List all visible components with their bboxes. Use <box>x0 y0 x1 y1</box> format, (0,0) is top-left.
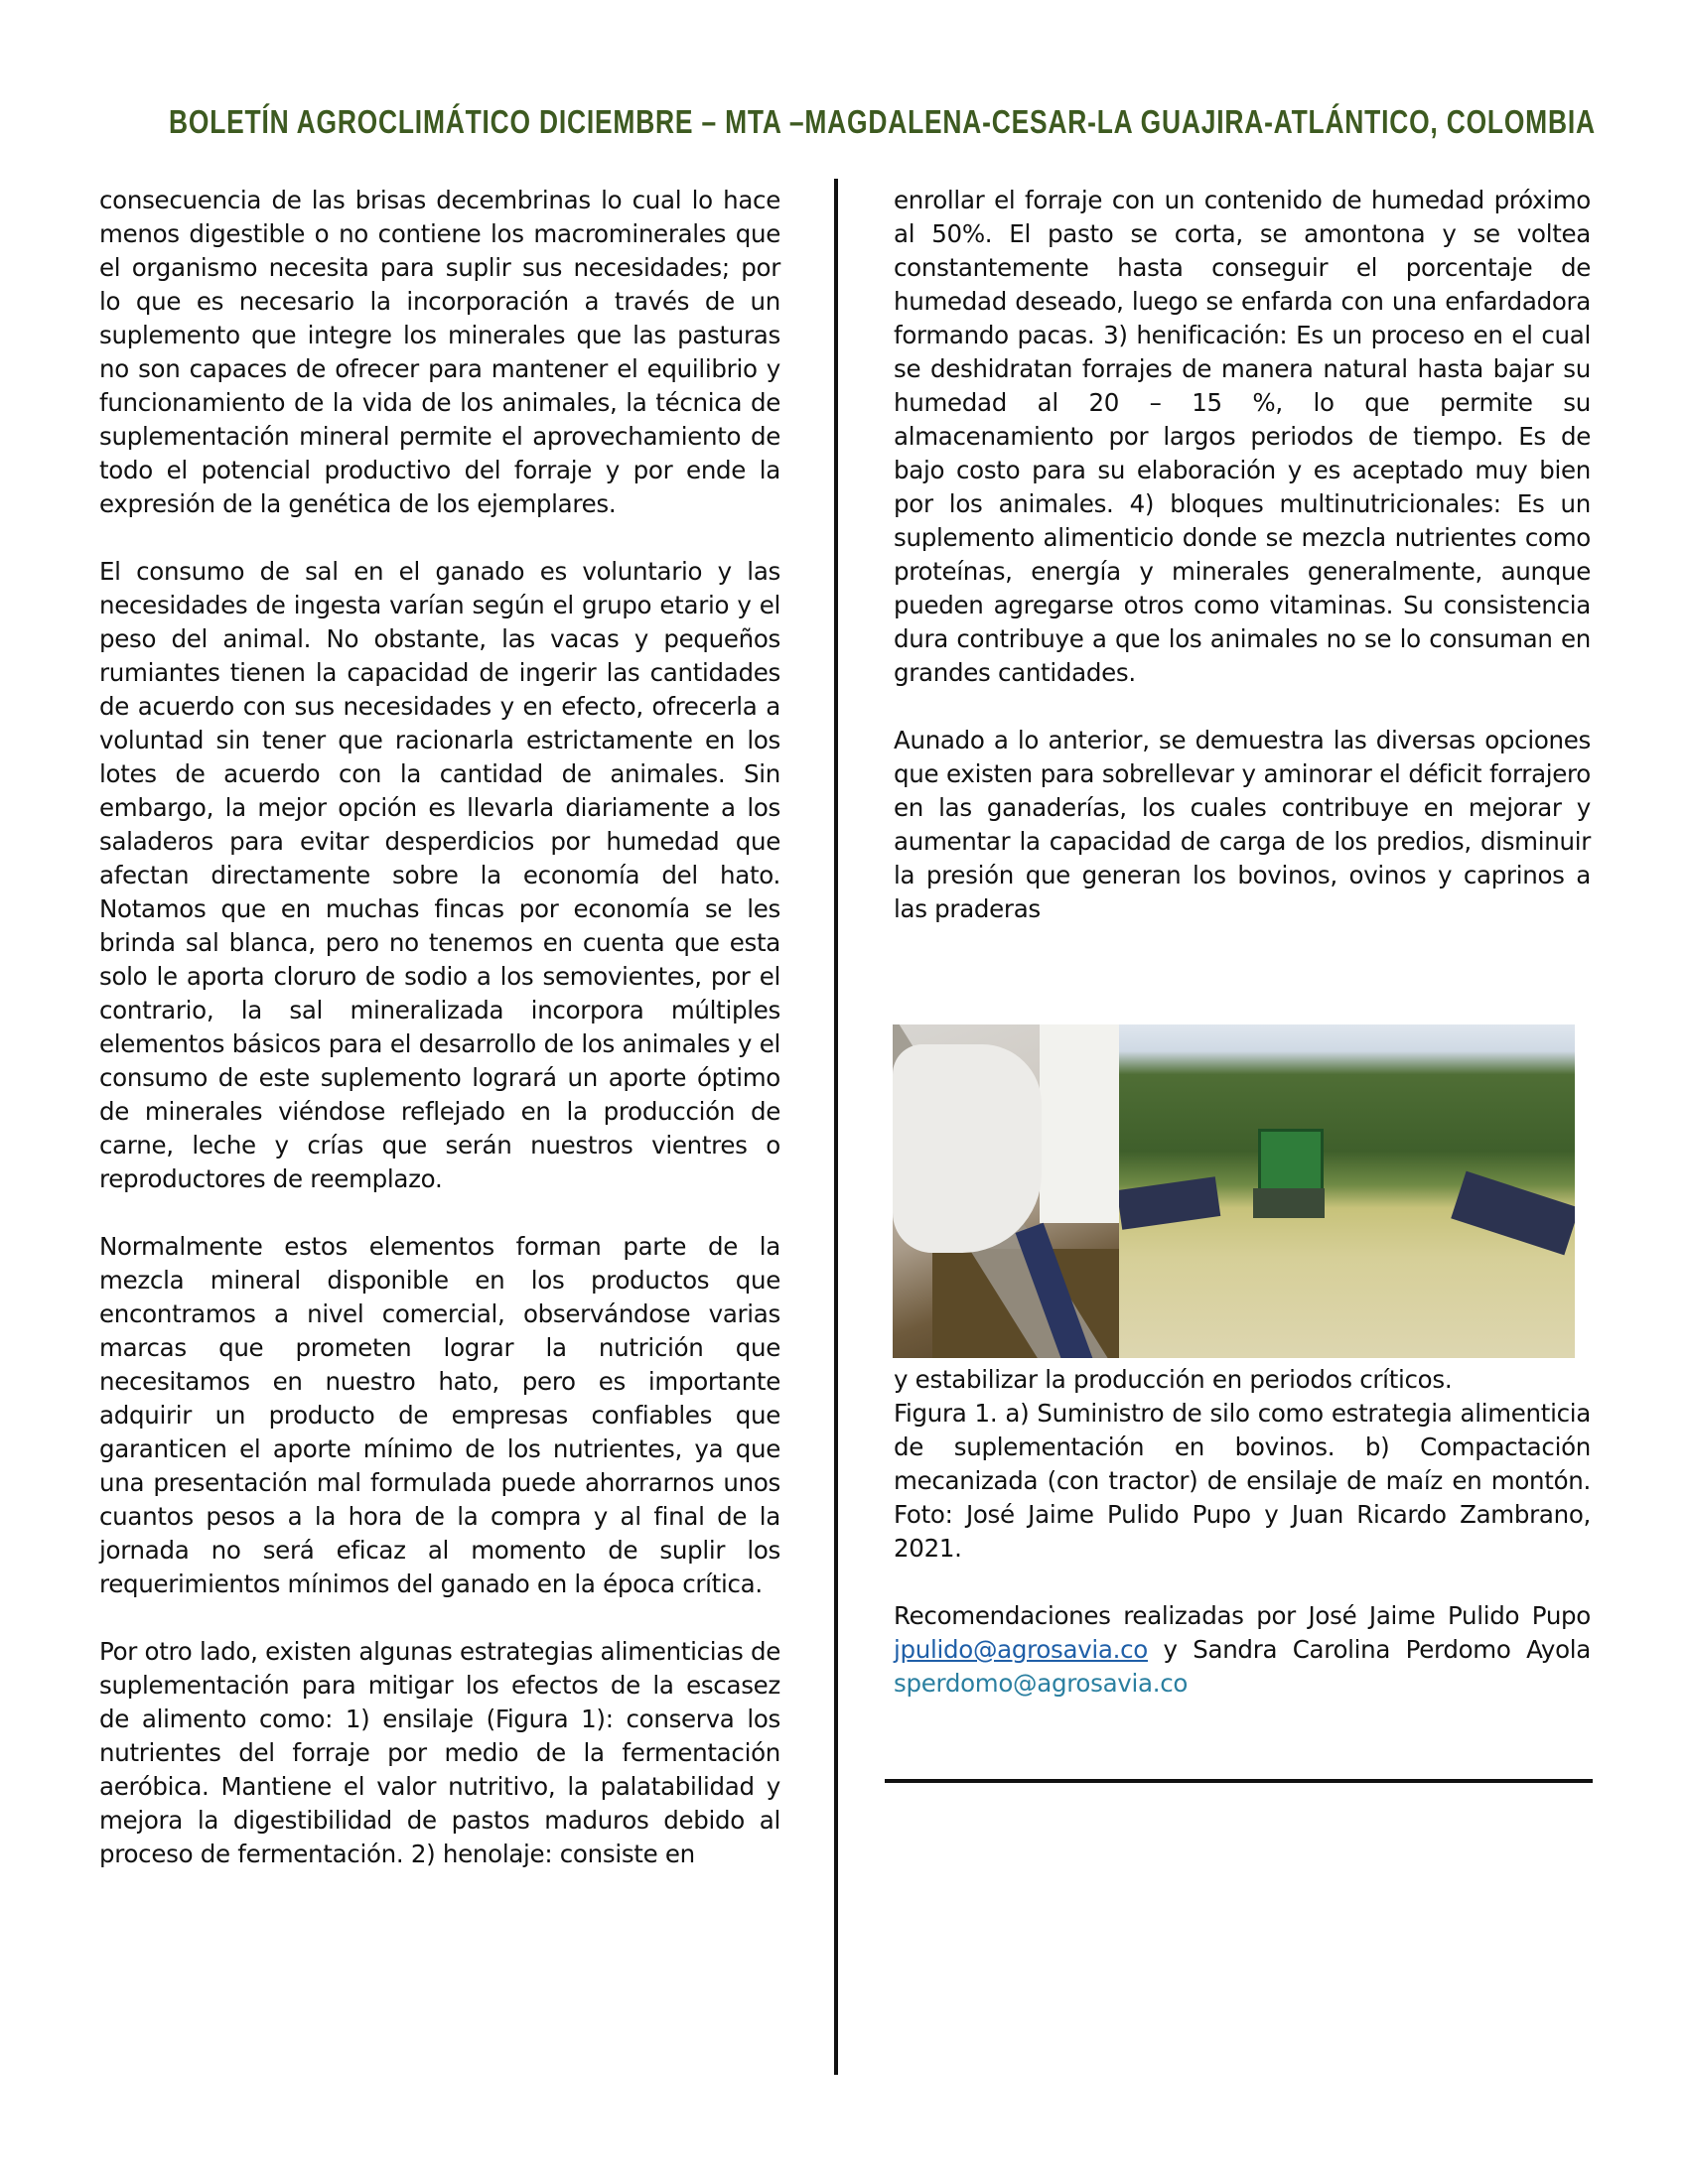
paragraph-henolaje-continuation: enrollar el forraje con un contenido de humedad próximo al 50%. El pasto se corta, se amontona y se voltea constantemente hasta conseguir el porcentaje de humedad deseado, luego se enfarda con una enfardadora formando pacas. 3) henificación: Es un proceso en el cual se deshidratan forrajes de manera natural hasta bajar su humedad al 20 – 15 %, lo que permite su almacenamiento por largos periodos de tiempo. Es de bajo costo para su elaboración y es aceptado muy bien por los animales. 4) bloques multinutricionales: Es un suplemento alimenticio donde se mezcla nutrientes como proteínas, energía y minerales generalmente, aunque pueden agregarse otros como vitaminas. Su consistencia dura contribuye a que los animales no se lo consuman en grandes cantidades. <box>894 186 1591 687</box>
recommendations-middle: y Sandra Carolina Perdomo Ayola <box>1163 1635 1591 1664</box>
email-link-sperdomo[interactable]: sperdomo@agrosavia.co <box>894 1669 1189 1698</box>
figure-caption: Figura 1. a) Suministro de silo como estrategia alimenticia de suplementación en bovinos. b) Compactación mecanizada (con tractor) de ensilaje de maíz en montón. Foto: José Jaime Pulido Pupo y Juan Ricardo Zambrano, 2021. <box>894 1399 1591 1563</box>
paragraph-mineral-mix: Normalmente estos elementos forman parte de la mezcla mineral disponible en los productos que encontramos a nivel comercial, observándose varias marcas que prometen lograr la nutrición que necesitamos en nuestro hato, pero es importante adquirir un producto de empresas confiables que garanticen el aporte mínimo de los nutrientes, ya que una presentación mal formulada puede ahorrarnos unos cuantos pesos a la hora de la compra y al final de la jornada no será eficaz al momento de suplir los requerimientos mínimos del ganado en la época crítica. <box>99 1232 780 1598</box>
recommendations-credit <box>894 1599 1591 1701</box>
email-link-jpulido[interactable]: jpulido@agrosavia.co <box>894 1635 1148 1664</box>
bulletin-header-title: BOLETÍN AGROCLIMÁTICO DICIEMBRE – MTA –MAGDALENA-CESAR-LA GUAJIRA-ATLÁNTICO, COLOMBIA <box>169 103 1596 140</box>
photo-tractor-compacting-silage <box>1119 1024 1575 1358</box>
figure-1 <box>893 1024 1575 1358</box>
section-end-rule <box>885 1779 1593 1783</box>
left-text-column <box>99 184 780 1871</box>
column-divider <box>834 179 838 2075</box>
recommendations-prefix: Recomendaciones realizadas por José Jaime Pulido Pupo <box>894 1601 1591 1630</box>
conclusion-continuation: y estabilizar la producción en periodos críticos. <box>894 1365 1453 1394</box>
right-column-lower <box>894 1363 1591 1701</box>
paragraph-conclusion: Aunado a lo anterior, se demuestra las diversas opciones que existen para sobrellevar y aminorar el déficit forrajero en las ganaderías, los cuales contribuye en mejorar y aumentar la capacidad de carga de los predios, disminuir la presión que generan los bovinos, ovinos y caprinos a las praderas <box>894 726 1591 923</box>
right-text-column <box>894 184 1591 926</box>
paragraph-salt-consumption: El consumo de sal en el ganado es voluntario y las necesidades de ingesta varían según el grupo etario y el peso del animal. No obstante, las vacas y pequeños rumiantes tienen la capacidad de ingerir las cantidades de acuerdo con sus necesidades y en efecto, ofrecerla a voluntad sin tener que racionarla estrictamente en los lotes de acuerdo con la cantidad de animales. Sin embargo, la mejor opción es llevarla diariamente a los saladeros para evitar desperdicios por humedad que afectan directamente sobre la economía del hato. Notamos que en muchas fincas por economía se les brinda sal blanca, pero no tenemos en cuenta que esta solo le aporta cloruro de sodio a los semovientes, por el contrario, la sal mineralizada incorpora múltiples elementos básicos para el desarrollo de los animales y el consumo de este suplemento logrará un aporte óptimo de minerales viéndose reflejado en la producción de carne, leche y crías que serán nuestros vientres o reproductores de reemplazo. <box>99 557 780 1193</box>
paragraph-mineral-supplementation: consecuencia de las brisas decembrinas lo cual lo hace menos digestible o no contiene los macrominerales que el organismo necesita para suplir sus necesidades; por lo que es necesario la incorporación a través de un suplemento que integre los minerales que las pasturas no son capaces de ofrecer para mantener el equilibrio y funcionamiento de la vida de los animales, la técnica de suplementación mineral permite el aprovechamiento de todo el potencial productivo del forraje y por ende la expresión de la genética de los ejemplares. <box>99 186 780 518</box>
paragraph-feeding-strategies: Por otro lado, existen algunas estrategias alimenticias de suplementación para mitigar los efectos de la escasez de alimento como: 1) ensilaje (Figura 1): conserva los nutrientes del forraje por medio de la fermentación aeróbica. Mantiene el valor nutritivo, la palatabilidad y mejora la digestibilidad de pastos maduros debido al proceso de fermentación. 2) henolaje: consiste en <box>99 1637 781 1868</box>
photo-cow-feeding-silage <box>893 1024 1119 1358</box>
